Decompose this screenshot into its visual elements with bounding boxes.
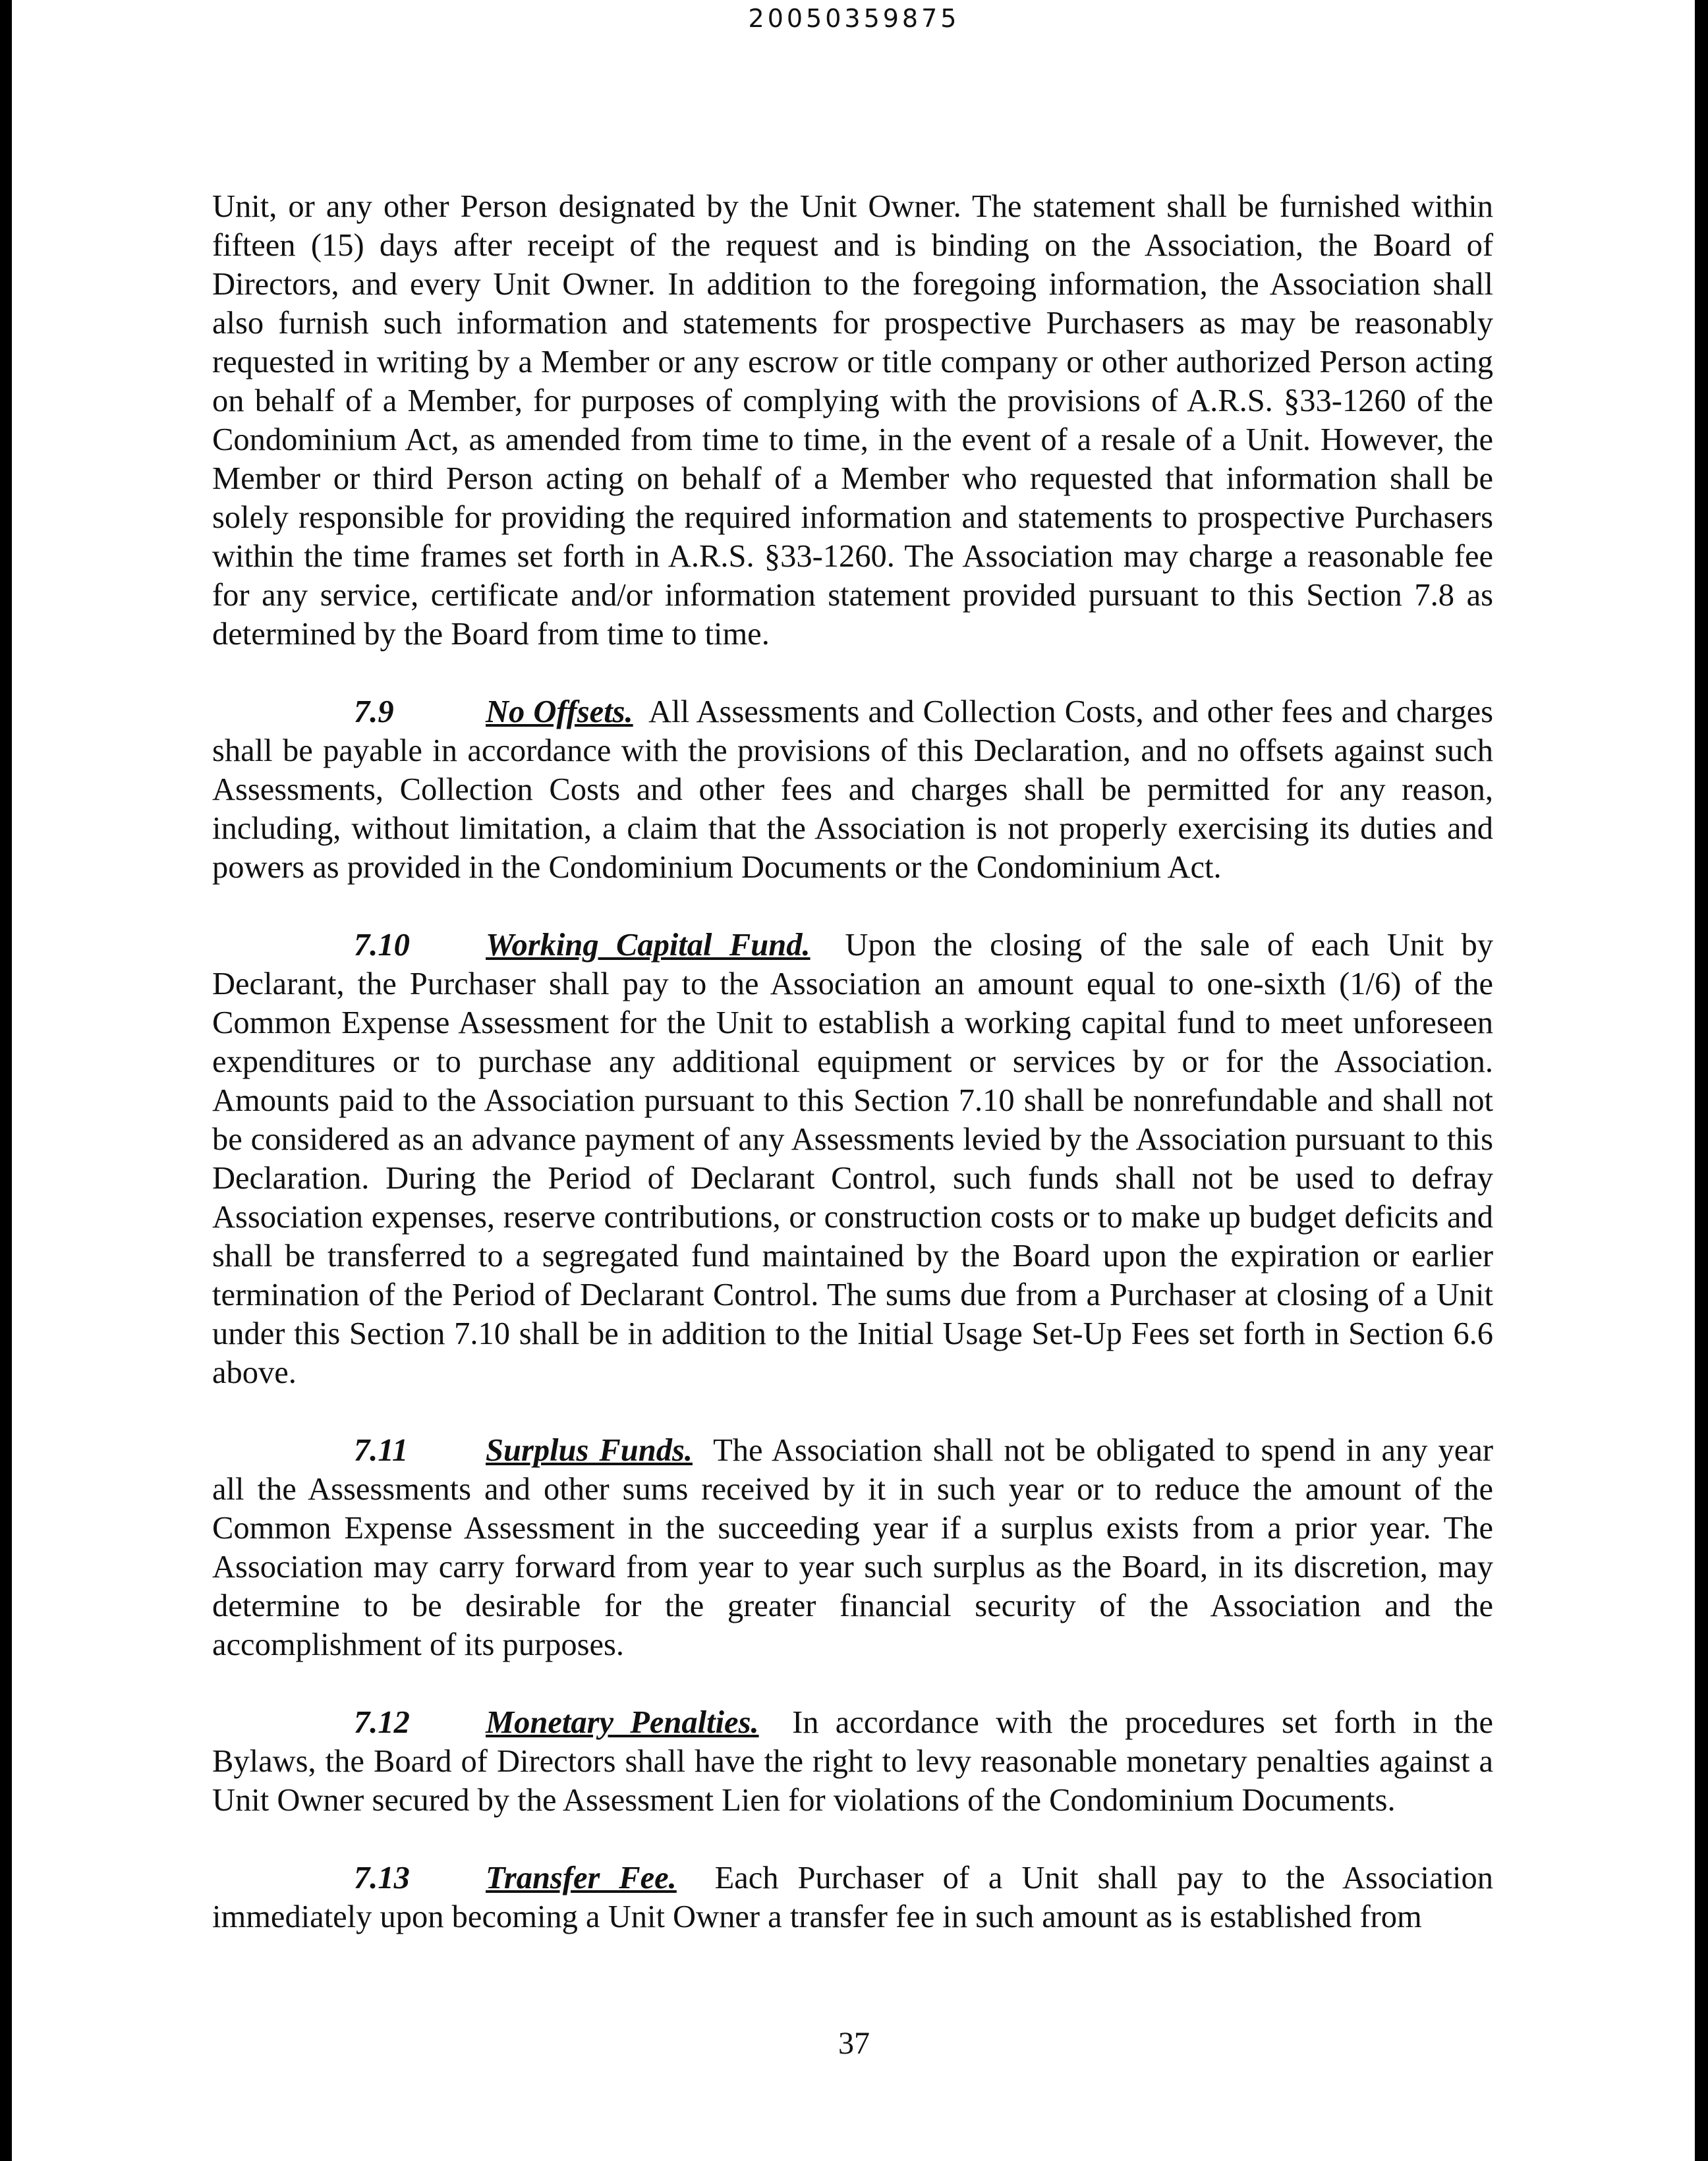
section-7-11 [212, 1431, 1493, 1664]
paragraph-7-8-continuation: Unit, or any other Person designated by the Unit Owner. The statement shall be furnished within fifteen (15) days after receipt of the request and is binding on the Association, the Board of Directors, and every Unit Owner. In addition to the foregoing information, the Association shall also furnish such information and statements for prospective Purchasers as may be reasonably requested in writing by a Member or any escrow or title company or other authorized Person acting on behalf of a Member, for purposes of complying with the provisions of A.R.S. §33-1260 of the Condominium Act, as amended from time to time, in the event of a resale of a Unit. However, the Member or third Person acting on behalf of a Member who requested that information shall be solely responsible for providing the required information and statements to prospective Purchasers within the time frames set forth in A.R.S. §33-1260. The Association may charge a reasonable fee for any service, certificate and/or information statement provided pursuant to this Section 7.8 as determined by the Board from time to time. [212, 189, 1493, 652]
scan-edge-left [0, 0, 12, 2161]
section-7-13 [212, 1859, 1493, 1936]
document-number: 20050359875 [748, 4, 960, 33]
section-text: Each Purchaser of a Unit shall pay to the Association immediately upon becoming a Unit Owner a transfer fee in such amount as is established from [212, 1861, 1493, 1934]
page-number: 37 [838, 2026, 870, 2061]
section-heading: Surplus Funds. [486, 1433, 693, 1468]
section-text: The Association shall not be obligated to spend in any year all the Assessments and other sums received by it in such year or to reduce the amount of the Common Expense Assessment in the succeeding year if a surplus exists from a prior year. The Association may carry forward from year to year such surplus as the Board, in its discretion, may determine to be desirable for the greater financial security of the Association and the accomplishment of its purposes. [212, 1433, 1493, 1662]
section-text: In accordance with the procedures set forth in the Bylaws, the Board of Directors shall have the right to levy reasonable monetary penalties against a Unit Owner secured by the Assessment Lien for violations of the Condominium Documents. [212, 1705, 1494, 1818]
section-heading: No Offsets. [486, 694, 633, 729]
section-7-10 [212, 926, 1493, 1392]
section-number: 7.10 [354, 928, 410, 963]
section-7-12 [212, 1703, 1493, 1820]
section-number: 7.11 [354, 1433, 409, 1468]
section-heading: Transfer Fee. [486, 1861, 677, 1895]
section-number: 7.13 [354, 1861, 410, 1895]
section-number: 7.9 [354, 694, 394, 729]
document-body [212, 187, 1493, 1975]
section-heading: Working Capital Fund. [486, 928, 811, 963]
section-text: Upon the closing of the sale of each Unit by Declarant, the Purchaser shall pay to the Association an amount equal to one-sixth (1/6) of the Common Expense Assessment for the Unit to establish a working capital fund to meet unforeseen expenditures or to purchase any additional equipment or services by or for the Association. Amounts paid to the Association pursuant to this Section 7.10 shall be nonrefundable and shall not be considered as an advance payment of any Assessments levied by the Association pursuant to this Declaration. During the Period of Declarant Control, such funds shall not be used to defray Association expenses, reserve contributions, or construction costs or to make up budget deficits and shall be transferred to a segregated fund maintained by the Board upon the expiration or earlier termination of the Period of Declarant Control. The sums due from a Purchaser at closing of a Unit under this Section 7.10 shall be in addition to the Initial Usage Set-Up Fees set forth in Section 6.6 above. [212, 928, 1494, 1390]
section-text: All Assessments and Collection Costs, and other fees and charges shall be payable in accordance with the provisions of this Declaration, and no offsets against such Assessments, Collection Costs and other fees and charges shall be permitted for any reason, including, without limitation, a claim that the Association is not properly exercising its duties and powers as provided in the Condominium Documents or the Condominium Act. [212, 694, 1493, 885]
scan-edge-right [1695, 0, 1708, 2161]
section-7-9 [212, 692, 1493, 887]
section-heading: Monetary Penalties. [486, 1705, 759, 1740]
section-number: 7.12 [354, 1705, 410, 1740]
